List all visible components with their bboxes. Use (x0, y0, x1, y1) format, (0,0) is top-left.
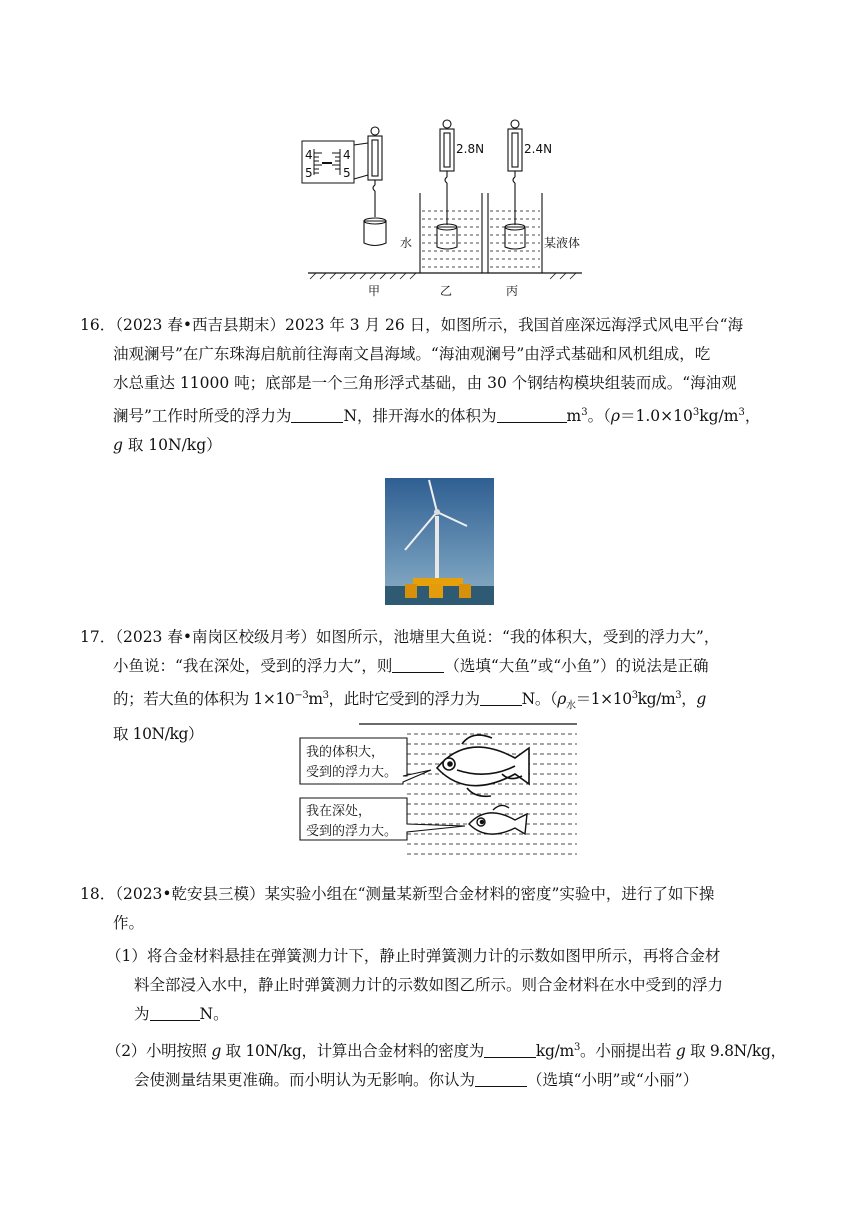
caption-jia: 甲 (368, 284, 381, 298)
scale-jia (364, 127, 386, 246)
question-16 (80, 311, 796, 460)
q18-blank-who[interactable] (475, 1070, 527, 1087)
bubble-small-line2: 受到的浮力大。 (306, 824, 398, 839)
q16-blank-buoyancy[interactable] (291, 406, 343, 423)
q17-line3: 的；若大鱼的体积为 $1\times 10^{-3}m^3$，此时它受到的浮力为 N。（$\rho_水=1\times 10^3kg/m^3$，g 取 10N/kg） (113, 690, 706, 744)
q18-sub2-line1: （2）小明按照 g 取 10N/kg，计算出合金材料的密度为 $kg/m^3$。小丽提出若 g 取 9.8N/kg， (106, 1042, 786, 1061)
water-label: 水 (400, 236, 413, 250)
q17-blank-which-fish[interactable] (392, 656, 444, 673)
liquid-label: 某液体 (544, 236, 581, 250)
q17-line1: 17．（2023 春•南岗区校级月考）如图所示，池塘里大鱼说：“我的体积大，受到的浮力大”， (80, 628, 720, 646)
bubble-big-line1: 我的体积大， (306, 745, 385, 760)
q18-sub1-line2: 料全部浸入水中，静止时弹簧测力计的示数如图乙所示。则合金材料在水中受到的浮力 (134, 976, 724, 994)
q18-line1: 18．（2023•乾安县三模）某实验小组在“测量某新型合金材料的密度”实验中，进行了如下操 (80, 885, 715, 903)
zoom-tick-5: 5 (305, 166, 313, 180)
wind-platform-photo (385, 478, 494, 605)
zoom-tick-4-right: 4 (343, 148, 351, 162)
q18-sub1-line1: （1）将合金材料悬挂在弹簧测力计下，静止时弹簧测力计的示数如图甲所示，再将合金材 (106, 947, 721, 965)
q18-sub2-line2: 会使测量结果更准确。而小明认为无影响。你认为 （选填“小明”或“小丽”） (134, 1071, 699, 1090)
bubble-small-line1: 我在深处， (306, 804, 372, 819)
q17-blank-buoyancy[interactable] (480, 689, 522, 706)
caption-bing: 丙 (506, 284, 519, 298)
zoom-tick-5-right: 5 (343, 166, 351, 180)
reading-yi: 2.8N (456, 142, 485, 156)
q18-line2: 作。 (113, 914, 145, 932)
fish-pond-figure (297, 718, 587, 864)
reading-bing: 2.4N (524, 142, 553, 156)
q16-line1: 16．（2023 春•西吉县期末）2023 年 3 月 26 日，如图所示，我国首座深远海浮式风电平台“海 (80, 316, 744, 334)
q17-line2: 小鱼说：“我在深处，受到的浮力大”，则 （选填“大鱼”或“小鱼”）的说法是正确 (113, 657, 709, 675)
caption-yi: 乙 (440, 284, 453, 298)
q18-blank-buoyancy[interactable] (150, 1004, 200, 1021)
small-fish (469, 805, 527, 834)
q16-line2: 油观澜号”在广东珠海启航前往海南文昌海域。“海油观澜号”由浮式基础和风机组成，吃 (113, 345, 711, 363)
q16-line3: 水总重达 11000 吨；底部是一个三角形浮式基础，由 30 个钢结构模块组装而成。“海油观 (113, 374, 737, 392)
bubble-big-line2: 受到的浮力大。 (306, 765, 398, 780)
q16-line5: g 取 10N/kg） (113, 436, 222, 455)
question-18 (80, 880, 796, 1095)
q16-blank-volume[interactable] (497, 406, 567, 423)
q18-blank-density[interactable] (484, 1041, 536, 1058)
q18-sub1-line3: 为 N。 (134, 1005, 229, 1023)
zoom-tick-4: 4 (305, 148, 313, 162)
q16-line4: 澜号”工作时所受的浮力为 N，排开海水的体积为 $m^3$。（$\rho=1.0\times 10^3kg/m^3$， (113, 407, 761, 426)
spring-scale-figure (300, 115, 590, 300)
